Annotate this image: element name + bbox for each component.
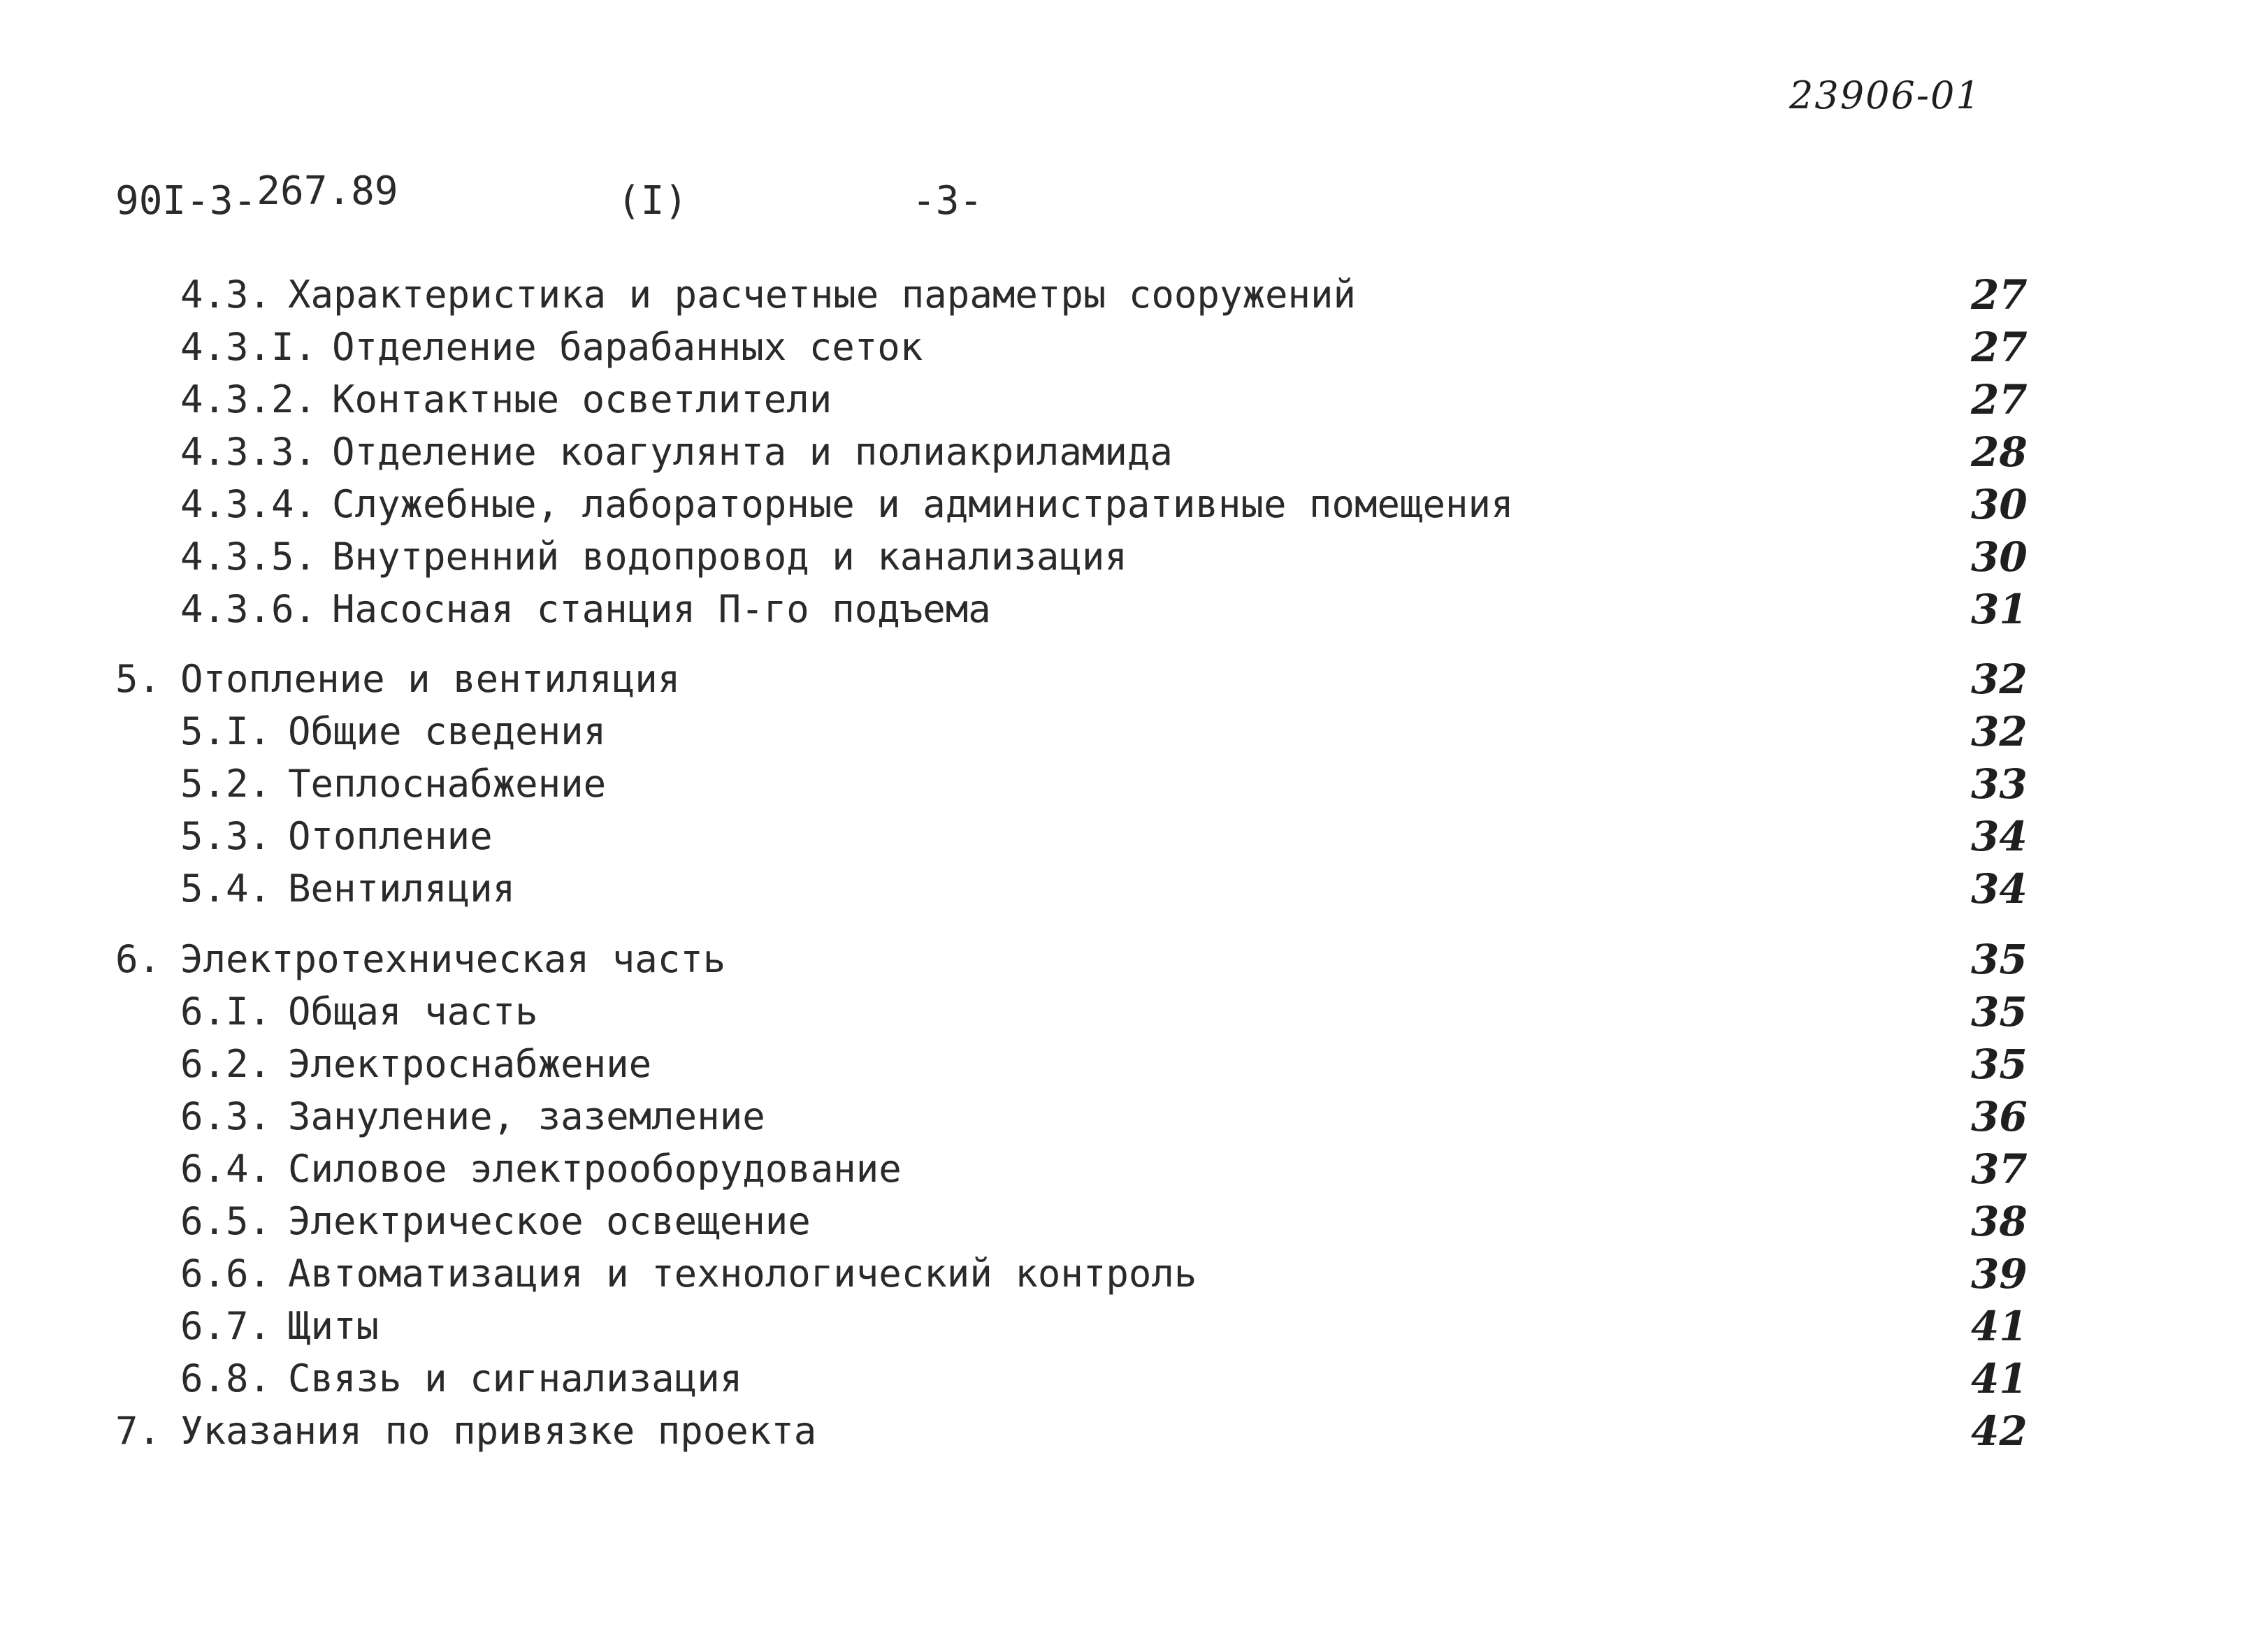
toc-entry-number: 6.7. bbox=[180, 1304, 272, 1348]
toc-entry bbox=[0, 1092, 2254, 1141]
toc-entry-number: 6.4. bbox=[180, 1147, 272, 1191]
toc-entry-title: Насосная станция П-го подъема bbox=[332, 587, 991, 631]
toc-entry-page: 32 bbox=[1971, 655, 2028, 703]
toc-entry bbox=[0, 1249, 2254, 1298]
toc-entry-title: Зануление, заземление bbox=[288, 1094, 765, 1138]
toc-entry-title: Общие сведения bbox=[288, 709, 607, 753]
toc-entry-title: Указания по привязке проекта bbox=[180, 1409, 817, 1453]
toc-entry bbox=[0, 707, 2254, 756]
document-code-suffix: 267.89 bbox=[257, 168, 398, 214]
toc-entry bbox=[0, 812, 2254, 861]
toc-entry-number: 4.3. bbox=[180, 273, 272, 317]
toc-entry-number: 7. bbox=[115, 1409, 161, 1453]
toc-entry bbox=[0, 428, 2254, 477]
toc-entry-number: 6. bbox=[115, 937, 161, 981]
toc-entry-title: Отделение барабанных сеток bbox=[332, 325, 923, 369]
toc-entry-page: 27 bbox=[1971, 376, 2028, 423]
toc-entry bbox=[0, 864, 2254, 913]
toc-entry-number: 5.4. bbox=[180, 867, 272, 911]
toc-entry-number: 4.3.5. bbox=[180, 535, 317, 579]
toc-entry-title: Отопление и вентиляция bbox=[180, 657, 681, 701]
toc-entry-title: Отделение коагулянта и полиакриламида bbox=[332, 430, 1173, 474]
toc-entry-number: 5.2. bbox=[180, 762, 272, 806]
toc-entry-number: 4.3.2. bbox=[180, 377, 317, 421]
toc-entry bbox=[0, 323, 2254, 372]
toc-entry-title: Характеристика и расчетные параметры сооружений bbox=[288, 273, 1357, 317]
toc-section bbox=[0, 935, 2254, 984]
toc-entry bbox=[0, 1197, 2254, 1246]
toc-entry-title: Теплоснабжение bbox=[288, 762, 607, 806]
document-code bbox=[115, 168, 398, 224]
toc-entry-number: 5.I. bbox=[180, 709, 272, 753]
toc-entry-title: Электроснабжение bbox=[288, 1042, 652, 1086]
toc-entry-title: Силовое электрооборудование bbox=[288, 1147, 902, 1191]
toc-entry-page: 39 bbox=[1971, 1250, 2028, 1298]
document-code-prefix: 90I-3- bbox=[115, 178, 257, 224]
toc-entry-page: 34 bbox=[1971, 865, 2028, 913]
toc-entry-page: 28 bbox=[1971, 428, 2028, 476]
toc-entry-number: 6.I. bbox=[180, 990, 272, 1034]
toc-entry bbox=[0, 480, 2254, 529]
toc-entry-page: 37 bbox=[1971, 1145, 2028, 1193]
toc-entry-page: 38 bbox=[1971, 1198, 2028, 1245]
toc-entry-number: 6.5. bbox=[180, 1199, 272, 1243]
toc-entry bbox=[0, 532, 2254, 581]
toc-entry bbox=[0, 585, 2254, 634]
toc-entry-title: Внутренний водопровод и канализация bbox=[332, 535, 1127, 579]
toc-entry-title: Электротехническая часть bbox=[180, 937, 726, 981]
toc-entry-title: Общая часть bbox=[288, 990, 538, 1034]
toc-section bbox=[0, 655, 2254, 704]
toc-entry-page: 35 bbox=[1971, 1041, 2028, 1088]
toc-entry-title: Электрическое освещение bbox=[288, 1199, 811, 1243]
toc-entry-page: 27 bbox=[1971, 271, 2028, 319]
toc-entry-number: 6.3. bbox=[180, 1094, 272, 1138]
toc-entry-page: 33 bbox=[1971, 760, 2028, 808]
toc-entry-number: 5.3. bbox=[180, 814, 272, 858]
toc-entry-number: 5. bbox=[115, 657, 161, 701]
toc-entry-title: Автоматизация и технологический контроль bbox=[288, 1252, 1197, 1296]
toc-entry-page: 42 bbox=[1971, 1407, 2028, 1455]
toc-entry-page: 35 bbox=[1971, 936, 2028, 983]
toc-entry-page: 41 bbox=[1971, 1355, 2028, 1403]
toc-entry-number: 4.3.4. bbox=[180, 482, 317, 526]
toc-entry bbox=[0, 987, 2254, 1036]
toc-entry-title: Отопление bbox=[288, 814, 493, 858]
toc-entry-title: Вентиляция bbox=[288, 867, 516, 911]
toc-entry-number: 6.2. bbox=[180, 1042, 272, 1086]
toc-entry bbox=[0, 270, 2254, 319]
toc-entry-page: 30 bbox=[1971, 533, 2028, 581]
toc-entry-page: 27 bbox=[1971, 324, 2028, 371]
toc-entry-page: 36 bbox=[1971, 1093, 2028, 1140]
toc-entry-number: 4.3.3. bbox=[180, 430, 317, 474]
toc-entry bbox=[0, 1145, 2254, 1194]
toc-entry-page: 34 bbox=[1971, 813, 2028, 860]
toc-entry-page: 30 bbox=[1971, 481, 2028, 528]
toc-entry bbox=[0, 1040, 2254, 1089]
toc-entry-title: Связь и сигнализация bbox=[288, 1356, 743, 1400]
toc-entry bbox=[0, 375, 2254, 424]
toc-entry-title: Служебные, лабораторные и административные помещения bbox=[332, 482, 1514, 526]
toc-entry-page: 31 bbox=[1971, 586, 2028, 633]
toc-entry-number: 6.8. bbox=[180, 1356, 272, 1400]
toc-entry-number: 6.6. bbox=[180, 1252, 272, 1296]
toc-entry bbox=[0, 1302, 2254, 1351]
toc-entry-title: Контактные осветлители bbox=[332, 377, 832, 421]
page-number: -3- bbox=[912, 178, 983, 224]
toc-entry bbox=[0, 760, 2254, 809]
toc-entry-page: 32 bbox=[1971, 708, 2028, 755]
volume-number: (I) bbox=[617, 178, 688, 224]
toc-entry-page: 35 bbox=[1971, 988, 2028, 1036]
toc-section bbox=[0, 1407, 2254, 1456]
toc-entry-number: 4.3.I. bbox=[180, 325, 317, 369]
toc-entry-title: Щиты bbox=[288, 1304, 380, 1348]
toc-entry bbox=[0, 1354, 2254, 1403]
inventory-number: 23906-01 bbox=[1789, 73, 1981, 117]
toc-entry-page: 41 bbox=[1971, 1303, 2028, 1350]
toc-entry-number: 4.3.6. bbox=[180, 587, 317, 631]
